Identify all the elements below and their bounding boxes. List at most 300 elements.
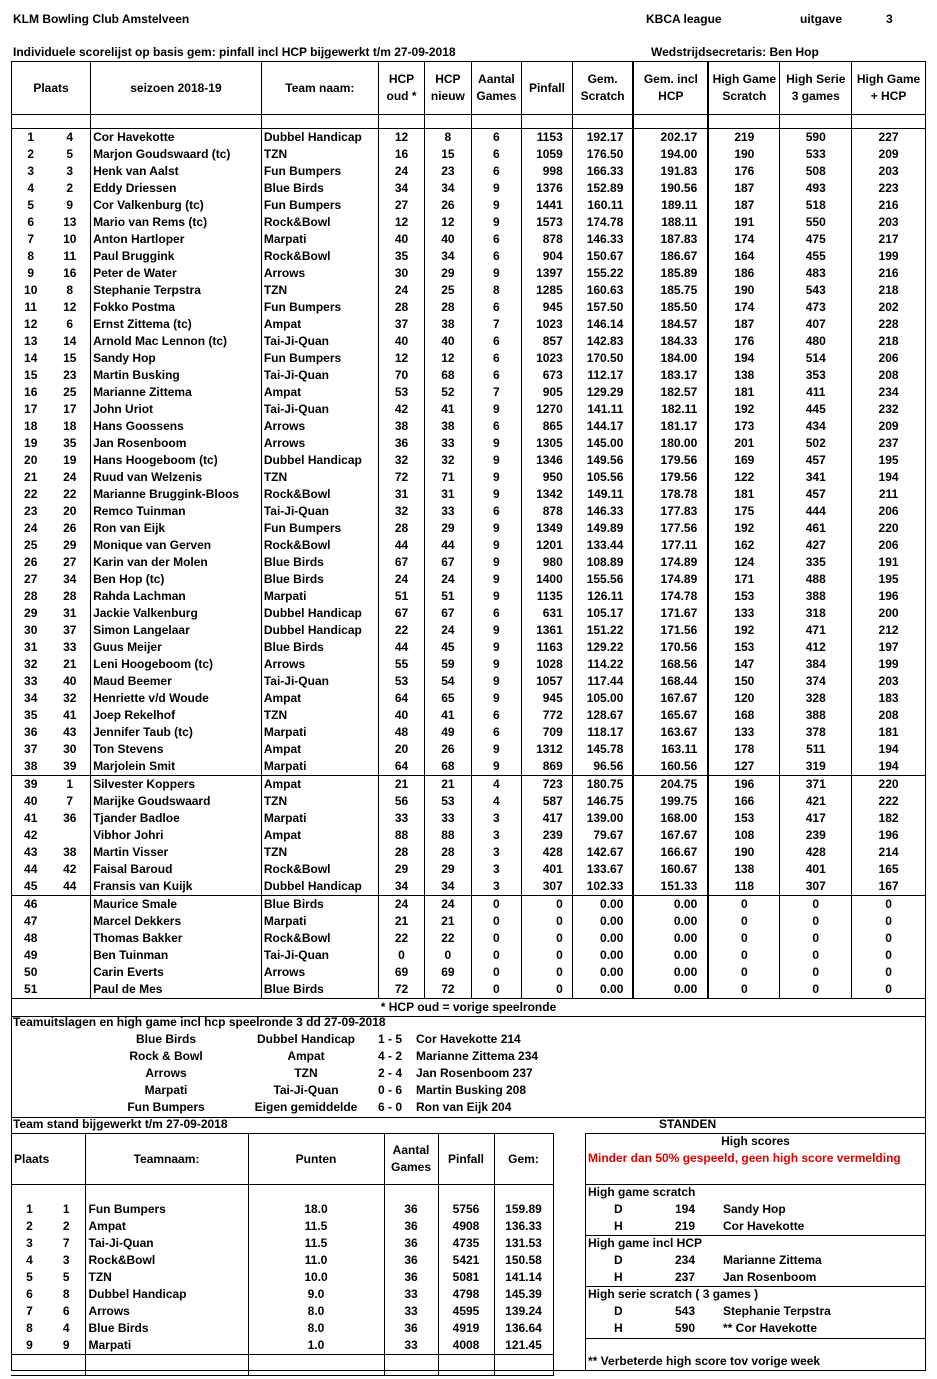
prev-rank-cell: 37: [63, 623, 77, 637]
pinfall-cell: 998: [522, 163, 573, 180]
hcp-new-cell: 34: [425, 248, 471, 265]
high-game-hcp-cell: 199: [852, 248, 926, 265]
table-row: [12, 622, 926, 639]
player-name-cell: Paul de Mes: [91, 981, 262, 999]
rank-cell: 35: [12, 707, 50, 724]
team-name-cell: Ampat: [261, 384, 378, 401]
high-serie-cell: 550: [780, 214, 852, 231]
away-team: TZN: [294, 1066, 318, 1080]
avg-hcp-cell: 174.89: [633, 554, 708, 571]
high-game-scratch-cell: 176: [708, 163, 780, 180]
hcp-old-cell: 24: [378, 896, 424, 914]
standen-label: STANDEN: [659, 1117, 717, 1131]
edition-number: 3: [886, 12, 893, 26]
table-row: [12, 146, 926, 163]
games-cell: 9: [471, 758, 522, 776]
rank-cell: 5: [26, 1270, 33, 1284]
pinfall-cell: 0: [522, 930, 573, 947]
table-row: [12, 197, 926, 214]
player-name-cell: Peter de Water: [91, 265, 262, 282]
high-game-hcp-cell: 196: [852, 588, 926, 605]
avg-hcp-cell: 181.17: [633, 418, 708, 435]
player-name-cell: Ben Hop (tc): [91, 571, 262, 588]
high-serie-cell: 378: [780, 724, 852, 741]
hcp-new-cell: 53: [425, 793, 471, 810]
high-game-scratch-cell: 187: [708, 180, 780, 197]
hcp-new-cell: 38: [425, 418, 471, 435]
team-name-cell: Blue Birds: [261, 180, 378, 197]
high-score-type: H: [614, 1321, 623, 1335]
avg-hcp-cell: 185.89: [633, 265, 708, 282]
rank-cell: 50: [12, 964, 50, 981]
hcp-old-cell: 67: [378, 554, 424, 571]
avg-hcp-cell: 0.00: [633, 981, 708, 999]
hcp-new-cell: 0: [425, 947, 471, 964]
avg-hcp-cell: 190.56: [633, 180, 708, 197]
high-game-hcp-cell: 222: [852, 793, 926, 810]
prev-rank-cell: 9: [66, 198, 74, 212]
avg-scratch-cell: 112.17: [572, 367, 633, 384]
hcp-old-cell: 24: [378, 163, 424, 180]
table-row: [12, 741, 926, 758]
high-game-hcp-cell: 234: [852, 384, 926, 401]
avg-hcp-cell: 189.11: [633, 197, 708, 214]
player-name-cell: Ben Tuinman: [91, 947, 262, 964]
prev-rank-cell: 41: [63, 708, 77, 722]
high-game-scratch-cell: 175: [708, 503, 780, 520]
average-cell: 150.58: [494, 1252, 553, 1269]
hcp-old-cell: 12: [378, 129, 424, 147]
high-serie-cell: 341: [780, 469, 852, 486]
high-serie-cell: 0: [780, 964, 852, 981]
rank-cell: 27: [12, 571, 50, 588]
high-game-scratch-cell: 133: [708, 724, 780, 741]
hcp-new-cell: 67: [425, 554, 471, 571]
team-name-cell: Blue Birds: [261, 571, 378, 588]
games-cell: 9: [471, 554, 522, 571]
avg-hcp-cell: 179.56: [633, 452, 708, 469]
pinfall-cell: 1270: [522, 401, 573, 418]
team-name-cell: Marpati: [261, 913, 378, 930]
high-game-scratch-cell: 191: [708, 214, 780, 231]
player-name-cell: Thomas Bakker: [91, 930, 262, 947]
high-serie-cell: 411: [780, 384, 852, 401]
pinfall-cell: 1059: [522, 146, 573, 163]
col-avg-scratch: Gem. Scratch: [572, 62, 633, 115]
high-game-scratch-cell: 162: [708, 537, 780, 554]
avg-scratch-cell: 155.56: [572, 571, 633, 588]
player-name-cell: Fransis van Kuijk: [91, 878, 262, 896]
avg-scratch-cell: 146.33: [572, 231, 633, 248]
prev-rank-cell: 33: [63, 640, 77, 654]
results-title: Teamuitslagen en high game incl hcp speelronde 3 dd 27-09-2018: [13, 1015, 386, 1029]
high-game-scratch-cell: 192: [708, 401, 780, 418]
rank-cell: 22: [12, 486, 50, 503]
avg-hcp-cell: 168.44: [633, 673, 708, 690]
pinfall-cell: 4798: [438, 1286, 494, 1303]
avg-scratch-cell: 149.56: [572, 452, 633, 469]
footnote-row: [12, 999, 926, 1017]
match-high-game: Cor Havekotte 214: [416, 1032, 521, 1046]
hcp-new-cell: 40: [425, 231, 471, 248]
avg-scratch-cell: 146.33: [572, 503, 633, 520]
games-cell: 36: [384, 1235, 438, 1252]
table-row: [12, 896, 926, 914]
standings-row: [11, 1252, 553, 1269]
pinfall-cell: 0: [522, 947, 573, 964]
away-team: Ampat: [287, 1049, 325, 1063]
avg-hcp-cell: 204.75: [633, 776, 708, 794]
high-game-scratch-cell: 166: [708, 793, 780, 810]
high-game-hcp-cell: 206: [852, 537, 926, 554]
col-pinfall: Pinfall: [522, 62, 573, 115]
points-cell: 18.0: [248, 1201, 384, 1218]
prev-rank-cell: 3: [66, 164, 74, 178]
high-game-hcp-cell: 194: [852, 469, 926, 486]
prev-rank-cell: 2: [62, 1219, 70, 1233]
rank-cell: 8: [26, 1321, 33, 1335]
rank-cell: 25: [12, 537, 50, 554]
high-game-scratch-cell: 0: [708, 913, 780, 930]
pinfall-cell: 1305: [522, 435, 573, 452]
hcp-new-cell: 88: [425, 827, 471, 844]
high-game-hcp-cell: 182: [852, 810, 926, 827]
pinfall-cell: 239: [522, 827, 573, 844]
hcp-new-cell: 34: [425, 180, 471, 197]
player-name-cell: Karin van der Molen: [91, 554, 262, 571]
player-name-cell: Marianne Zittema: [91, 384, 262, 401]
prev-rank-cell: 40: [63, 674, 77, 688]
games-cell: 6: [471, 333, 522, 350]
prev-rank-cell: 23: [63, 368, 77, 382]
pinfall-cell: 1153: [522, 129, 573, 147]
team-name-cell: Blue Birds: [85, 1320, 248, 1337]
high-game-scratch-cell: 118: [708, 878, 780, 896]
high-game-hcp-cell: 194: [852, 741, 926, 758]
team-name-cell: Tai-Ji-Quan: [261, 367, 378, 384]
average-cell: 141.14: [494, 1269, 553, 1286]
table-row: [12, 724, 926, 741]
team-name-cell: Ampat: [261, 827, 378, 844]
high-game-hcp-cell: 0: [852, 981, 926, 999]
high-game-hcp-cell: 218: [852, 282, 926, 299]
pinfall-cell: 1023: [522, 316, 573, 333]
high-game-hcp-cell: 232: [852, 401, 926, 418]
high-serie-cell: 434: [780, 418, 852, 435]
match-score: 4 - 2: [377, 1049, 402, 1063]
rank-cell: 40: [12, 793, 50, 810]
games-cell: 0: [471, 896, 522, 914]
high-game-hcp-cell: 214: [852, 844, 926, 861]
rank-cell: 29: [12, 605, 50, 622]
high-serie-cell: 318: [780, 605, 852, 622]
points-cell: 8.0: [248, 1303, 384, 1320]
high-serie-cell: 473: [780, 299, 852, 316]
rank-cell: 37: [12, 741, 50, 758]
avg-scratch-cell: 139.00: [572, 810, 633, 827]
pinfall-cell: 673: [522, 367, 573, 384]
player-name-cell: Guus Meijer: [91, 639, 262, 656]
avg-hcp-cell: 199.75: [633, 793, 708, 810]
high-game-scratch-cell: 0: [708, 964, 780, 981]
avg-hcp-cell: 184.33: [633, 333, 708, 350]
hcp-new-cell: 25: [425, 282, 471, 299]
hcp-new-cell: 24: [425, 571, 471, 588]
team-name-cell: Marpati: [261, 810, 378, 827]
rank-cell: 28: [12, 588, 50, 605]
hcp-old-cell: 35: [378, 248, 424, 265]
avg-hcp-cell: 174.78: [633, 588, 708, 605]
pinfall-cell: 865: [522, 418, 573, 435]
table-row: [12, 707, 926, 724]
hcp-old-cell: 30: [378, 265, 424, 282]
high-score-section-title: High serie scratch ( 3 games ): [588, 1287, 759, 1301]
avg-hcp-cell: 183.17: [633, 367, 708, 384]
player-name-cell: Mario van Rems (tc): [91, 214, 262, 231]
avg-hcp-cell: 182.57: [633, 384, 708, 401]
hcp-new-cell: 41: [425, 401, 471, 418]
hcp-new-cell: 38: [425, 316, 471, 333]
match-score: 1 - 5: [377, 1032, 402, 1046]
hcp-new-cell: 33: [425, 435, 471, 452]
pinfall-cell: 428: [522, 844, 573, 861]
hcp-new-cell: 51: [425, 588, 471, 605]
hcp-old-cell: 24: [378, 282, 424, 299]
secretary: Wedstrijdsecretaris: Ben Hop: [651, 45, 819, 59]
avg-scratch-cell: 144.17: [572, 418, 633, 435]
team-name-cell: TZN: [261, 793, 378, 810]
games-cell: 7: [471, 384, 522, 401]
team-name-cell: Ampat: [261, 316, 378, 333]
high-serie-cell: 428: [780, 844, 852, 861]
avg-scratch-cell: 105.56: [572, 469, 633, 486]
games-cell: 9: [471, 656, 522, 673]
hcp-old-cell: 67: [378, 605, 424, 622]
table-row: [12, 605, 926, 622]
high-game-scratch-cell: 178: [708, 741, 780, 758]
high-game-scratch-cell: 187: [708, 197, 780, 214]
avg-scratch-cell: 0.00: [572, 896, 633, 914]
prev-rank-cell: 10: [63, 232, 77, 246]
high-game-hcp-cell: 0: [852, 930, 926, 947]
high-game-hcp-cell: 0: [852, 896, 926, 914]
match-high-game: Ron van Eijk 204: [416, 1100, 512, 1114]
footnote: * HCP oud = vorige speelronde: [12, 999, 926, 1017]
home-team: Fun Bumpers: [127, 1100, 205, 1114]
pinfall-cell: 5756: [438, 1201, 494, 1218]
hcp-new-cell: 34: [425, 878, 471, 896]
avg-hcp-cell: 160.67: [633, 861, 708, 878]
team-name-cell: Blue Birds: [261, 896, 378, 914]
team-name-cell: Dubbel Handicap: [261, 622, 378, 639]
hcp-old-cell: 70: [378, 367, 424, 384]
high-game-scratch-cell: 150: [708, 673, 780, 690]
rank-cell: 1: [26, 1202, 33, 1216]
avg-hcp-cell: 187.83: [633, 231, 708, 248]
pinfall-cell: 631: [522, 605, 573, 622]
high-serie-cell: 483: [780, 265, 852, 282]
avg-hcp-cell: 163.67: [633, 724, 708, 741]
rank-cell: 21: [12, 469, 50, 486]
high-game-scratch-cell: 174: [708, 299, 780, 316]
team-name-cell: Blue Birds: [261, 554, 378, 571]
high-serie-cell: 457: [780, 486, 852, 503]
avg-hcp-cell: 202.17: [633, 129, 708, 147]
games-cell: 6: [471, 129, 522, 147]
home-team: Marpati: [144, 1083, 188, 1097]
rank-cell: 42: [12, 827, 50, 844]
avg-scratch-cell: 145.00: [572, 435, 633, 452]
rank-cell: 33: [12, 673, 50, 690]
points-cell: 11.0: [248, 1252, 384, 1269]
team-name-cell: Marpati: [261, 231, 378, 248]
avg-hcp-cell: 185.75: [633, 282, 708, 299]
prev-rank-cell: 14: [63, 334, 77, 348]
rank-cell: 45: [12, 878, 50, 896]
rank-cell: 34: [12, 690, 50, 707]
team-name-cell: Dubbel Handicap: [261, 605, 378, 622]
games-cell: 9: [471, 520, 522, 537]
prev-rank-cell: 27: [63, 555, 77, 569]
rank-cell: 24: [12, 520, 50, 537]
team-name-cell: Fun Bumpers: [261, 299, 378, 316]
prev-rank-cell: 8: [62, 1287, 70, 1301]
avg-scratch-cell: 117.44: [572, 673, 633, 690]
avg-hcp-cell: 191.83: [633, 163, 708, 180]
hcp-new-cell: 40: [425, 333, 471, 350]
pinfall-cell: 0: [522, 964, 573, 981]
hcp-old-cell: 44: [378, 639, 424, 656]
games-cell: 6: [471, 605, 522, 622]
high-score-value: 590: [675, 1321, 696, 1335]
player-name-cell: Ton Stevens: [91, 741, 262, 758]
pinfall-cell: 945: [522, 299, 573, 316]
rank-cell: 9: [11, 1337, 48, 1355]
high-game-scratch-cell: 147: [708, 656, 780, 673]
pinfall-cell: 878: [522, 231, 573, 248]
avg-scratch-cell: 0.00: [572, 981, 633, 999]
hcp-old-cell: 40: [378, 231, 424, 248]
rank-cell: 10: [12, 282, 50, 299]
games-cell: 9: [471, 537, 522, 554]
games-cell: 33: [384, 1337, 438, 1355]
prev-rank-cell: 4: [49, 129, 90, 147]
prev-rank-cell: 6: [66, 317, 74, 331]
match-score: 0 - 6: [377, 1083, 402, 1097]
avg-scratch-cell: 118.17: [572, 724, 633, 741]
hcp-new-cell: 65: [425, 690, 471, 707]
pinfall-cell: 4595: [438, 1303, 494, 1320]
standings-col-games: Aantal Games: [384, 1134, 438, 1185]
avg-hcp-cell: 177.11: [633, 537, 708, 554]
avg-hcp-cell: 165.67: [633, 707, 708, 724]
standings-row: [11, 1218, 553, 1235]
avg-scratch-cell: 128.67: [572, 707, 633, 724]
rank-cell: 41: [12, 810, 50, 827]
avg-hcp-cell: 177.56: [633, 520, 708, 537]
high-game-scratch-cell: 153: [708, 588, 780, 605]
player-name-cell: Henk van Aalst: [91, 163, 262, 180]
standings-title: Team stand bijgewerkt t/m 27-09-2018: [13, 1117, 228, 1131]
avg-hcp-cell: 171.56: [633, 622, 708, 639]
high-game-hcp-cell: 200: [852, 605, 926, 622]
avg-scratch-cell: 146.75: [572, 793, 633, 810]
player-name-cell: Leni Hoogeboom (tc): [91, 656, 262, 673]
prev-rank-cell: 29: [63, 538, 77, 552]
high-game-hcp-cell: 227: [852, 129, 926, 147]
hcp-old-cell: 40: [378, 333, 424, 350]
games-cell: 0: [471, 981, 522, 999]
pinfall-cell: 1573: [522, 214, 573, 231]
rank-cell: 36: [12, 724, 50, 741]
games-cell: 9: [471, 741, 522, 758]
high-game-hcp-cell: 165: [852, 861, 926, 878]
prev-rank-cell: 28: [63, 589, 77, 603]
high-game-scratch-cell: 219: [708, 129, 780, 147]
rank-cell: 17: [12, 401, 50, 418]
club-name: KLM Bowling Club Amstelveen: [13, 12, 190, 26]
games-cell: 6: [471, 503, 522, 520]
rank-cell: 19: [12, 435, 50, 452]
player-name-cell: Marjolein Smit: [91, 758, 262, 776]
games-cell: 36: [384, 1320, 438, 1337]
games-cell: 3: [471, 810, 522, 827]
games-cell: 6: [471, 350, 522, 367]
avg-hcp-cell: 185.50: [633, 299, 708, 316]
prev-rank-cell: 11: [63, 249, 77, 263]
player-name-cell: Remco Tuinman: [91, 503, 262, 520]
hcp-new-cell: 24: [425, 622, 471, 639]
average-cell: 145.39: [494, 1286, 553, 1303]
high-game-hcp-cell: 217: [852, 231, 926, 248]
games-cell: 6: [471, 248, 522, 265]
high-score-player: ** Cor Havekotte: [723, 1321, 818, 1335]
high-game-hcp-cell: 220: [852, 776, 926, 794]
rank-cell: 39: [12, 776, 50, 794]
prev-rank-cell: 7: [62, 1236, 70, 1250]
avg-hcp-cell: 160.56: [633, 758, 708, 776]
high-game-hcp-cell: 228: [852, 316, 926, 333]
rank-cell: 51: [12, 981, 50, 999]
col-games: Aantal Games: [471, 62, 522, 115]
prev-rank-cell: 42: [63, 862, 77, 876]
team-name-cell: Ampat: [261, 741, 378, 758]
rank-cell: 18: [12, 418, 50, 435]
rank-cell: 8: [12, 248, 50, 265]
pinfall-cell: 4735: [438, 1235, 494, 1252]
table-row: [12, 452, 926, 469]
avg-hcp-cell: 151.33: [633, 878, 708, 896]
player-name-cell: Hans Goossens: [91, 418, 262, 435]
high-game-scratch-cell: 120: [708, 690, 780, 707]
player-name-cell: Carin Everts: [91, 964, 262, 981]
avg-scratch-cell: 105.17: [572, 605, 633, 622]
games-cell: 36: [384, 1201, 438, 1218]
prev-rank-cell: 26: [63, 521, 77, 535]
games-cell: 6: [471, 367, 522, 384]
hcp-new-cell: 22: [425, 930, 471, 947]
hcp-old-cell: 12: [378, 214, 424, 231]
points-cell: 1.0: [248, 1337, 384, 1355]
hcp-old-cell: 48: [378, 724, 424, 741]
table-row: [12, 673, 926, 690]
standings-row: [11, 1337, 553, 1355]
avg-hcp-cell: 170.56: [633, 639, 708, 656]
player-name-cell: Cor Valkenburg (tc): [91, 197, 262, 214]
pinfall-cell: 1163: [522, 639, 573, 656]
games-cell: 0: [471, 964, 522, 981]
avg-hcp-cell: 182.11: [633, 401, 708, 418]
